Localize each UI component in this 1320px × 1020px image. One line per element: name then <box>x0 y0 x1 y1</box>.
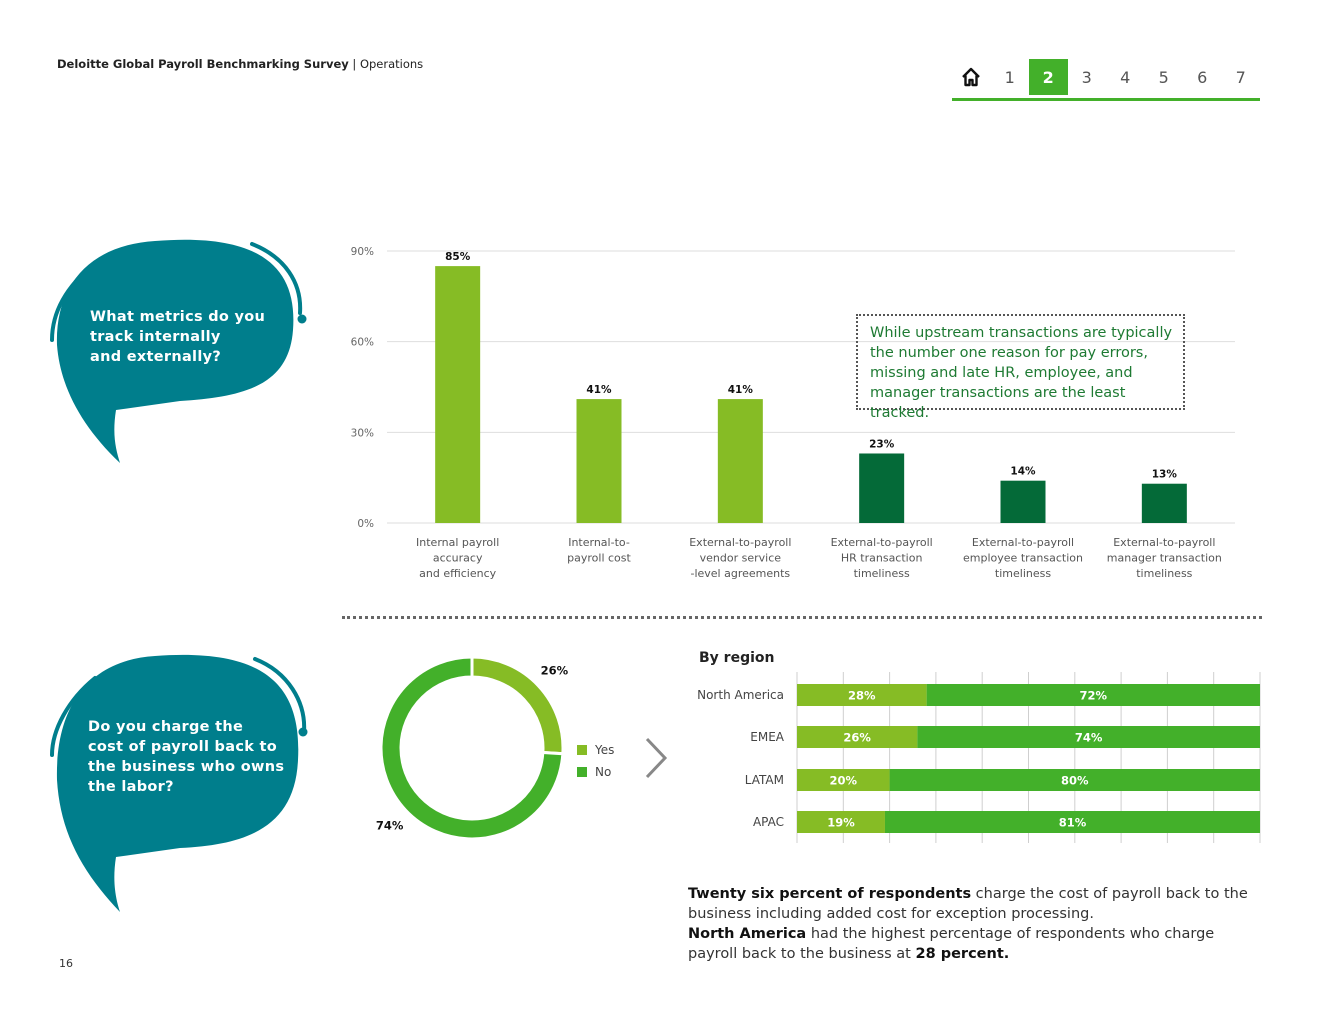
region-segment-label: 26% <box>843 730 871 745</box>
page-link-7[interactable]: 7 <box>1235 67 1246 87</box>
region-segment-label: 74% <box>1074 730 1103 745</box>
x-category-label: HR transaction <box>840 551 923 565</box>
question-2-line-2: cost of payroll back to <box>88 739 277 755</box>
question-2-line-1: Do you charge the <box>88 719 244 735</box>
page-navigation <box>952 59 1260 101</box>
summary-1-bold: Twenty six percent of respondents <box>688 886 972 902</box>
x-category-label: manager transaction <box>1106 551 1222 565</box>
summary-2-rest: had the highest percentage of respondents who charge payroll back to the business at <box>688 926 1215 962</box>
summary-2-bold: North America <box>688 926 807 942</box>
question-1-line-3: and externally? <box>90 349 222 365</box>
page-link-5[interactable]: 5 <box>1158 67 1169 87</box>
x-category-label: External-to-payroll <box>689 536 792 549</box>
x-category-label: timeliness <box>853 567 910 580</box>
insight-callout <box>856 314 1185 421</box>
x-category-label: employee transaction <box>963 551 1083 565</box>
summary-paragraph-2 <box>688 924 1258 964</box>
bar <box>1142 484 1187 523</box>
bar <box>718 399 763 523</box>
bar-value-label: 13% <box>1151 468 1177 481</box>
chargeback-donut-chart <box>355 645 585 855</box>
bar-value-label: 14% <box>1010 465 1036 478</box>
legend-label-yes: Yes <box>595 743 615 757</box>
page-link-6[interactable]: 6 <box>1197 67 1208 87</box>
y-tick-label: 0% <box>357 518 374 530</box>
x-category-label: External-to-payroll <box>830 536 933 549</box>
donut-slice-label: 74% <box>375 818 404 833</box>
question-1-text <box>90 307 265 367</box>
bar-value-label: 41% <box>586 384 612 397</box>
x-category-label: payroll cost <box>567 551 631 565</box>
metrics-bar-chart <box>340 230 1250 600</box>
question-2-line-3: the business who owns <box>88 759 285 775</box>
x-category-label: Internal payroll <box>416 536 500 549</box>
callout-text: While upstream transactions are typically the number one reason for pay errors, missing and late HR, employee, and manager transactions are the least tracked. <box>870 325 1173 421</box>
region-segment-label: 20% <box>829 773 858 788</box>
x-category-label: accuracy <box>432 551 483 565</box>
summary-text <box>688 884 1258 964</box>
report-header <box>57 57 423 71</box>
region-label: North America <box>697 688 784 702</box>
region-segment-label: 72% <box>1079 688 1108 703</box>
home-icon <box>960 66 982 88</box>
section-name: Operations <box>359 57 424 71</box>
bar-value-label: 41% <box>727 384 753 397</box>
legend-item-yes <box>577 739 614 761</box>
summary-2-end-bold: 28 percent. <box>915 946 1010 962</box>
legend-item-no <box>577 761 614 783</box>
page-link-2-active[interactable]: 2 <box>1029 59 1068 95</box>
chevron-right-icon <box>643 736 669 780</box>
region-label: EMEA <box>750 730 784 744</box>
page-number: 16 <box>59 957 73 970</box>
region-stacked-bar-chart <box>680 672 1280 850</box>
region-segment-label: 28% <box>848 688 876 703</box>
summary-1-rest: charge the cost of payroll back to the business including added cost for exception processing. <box>688 886 1248 922</box>
region-segment-label: 19% <box>827 815 855 830</box>
report-title: Deloitte Global Payroll Benchmarking Survey <box>57 57 349 71</box>
home-button[interactable] <box>952 59 991 95</box>
x-category-label: timeliness <box>1136 567 1193 580</box>
legend-swatch-no <box>577 767 587 777</box>
region-label: APAC <box>752 815 784 829</box>
legend-label-no: No <box>595 765 612 779</box>
x-category-label: External-to-payroll <box>1113 536 1216 549</box>
question-2-line-4: the labor? <box>88 779 174 795</box>
region-chart-title: By region <box>699 650 775 666</box>
question-1-line-2: track internally <box>90 329 221 345</box>
x-category-label: vendor service <box>699 551 782 565</box>
page-link-1[interactable]: 1 <box>1004 67 1015 87</box>
x-category-label: timeliness <box>994 567 1052 580</box>
question-1-line-1: What metrics do you <box>90 309 266 325</box>
x-category-label: External-to-payroll <box>971 536 1075 549</box>
page-link-3[interactable]: 3 <box>1081 67 1092 87</box>
y-tick-label: 90% <box>350 246 374 258</box>
y-tick-label: 60% <box>350 336 374 349</box>
section-divider <box>342 616 1262 619</box>
region-label: LATAM <box>744 773 784 787</box>
page-link-4[interactable]: 4 <box>1120 67 1131 87</box>
bar <box>1001 481 1046 523</box>
bar-value-label: 85% <box>445 251 471 264</box>
bar <box>577 399 622 523</box>
bar <box>859 453 904 523</box>
donut-slice-label: 26% <box>540 663 569 678</box>
summary-paragraph-1 <box>688 884 1258 924</box>
region-segment-label: 80% <box>1061 773 1089 788</box>
y-tick-label: 30% <box>350 427 374 440</box>
x-category-label: Internal-to- <box>568 536 630 549</box>
legend-swatch-yes <box>577 745 587 755</box>
question-2-text <box>88 717 284 797</box>
x-category-label: -level agreements <box>690 567 791 580</box>
bar <box>435 266 480 523</box>
x-category-label: and efficiency <box>419 567 497 580</box>
bar-value-label: 23% <box>869 438 895 451</box>
donut-legend <box>577 739 614 783</box>
region-segment-label: 81% <box>1058 815 1087 830</box>
header-separator: | <box>352 57 357 71</box>
